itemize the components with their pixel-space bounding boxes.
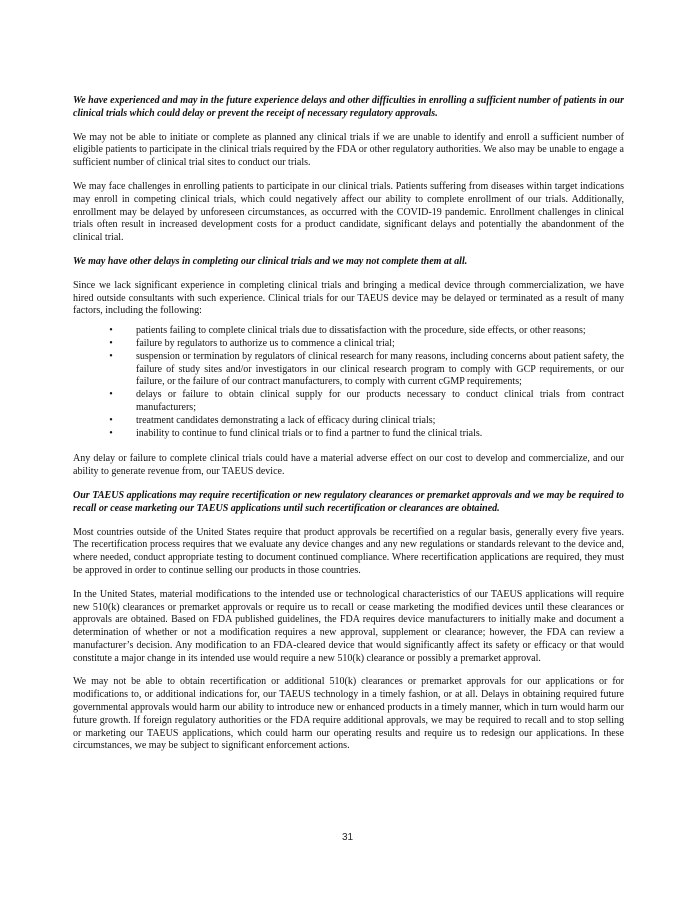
list-item bbox=[73, 428, 624, 441]
list-item bbox=[73, 415, 624, 428]
risk-factor-list bbox=[73, 325, 624, 440]
paragraph: We may not be able to obtain recertification or additional 510(k) clearances or premarket approvals for our applications or for modifications to, or additional indications for, our TAEUS technology in a timely fashion, or at all. Delays in obtaining required future governmental approvals would harm our ability to introduce new or enhanced products in a timely manner, which in turn would harm our future growth. If foreign regulatory authorities or the FDA require additional approvals, we may be required to recall and to stop selling or marketing our TAEUS applications, which could harm our operating results and require us to redesign our applications. In these circumstances, we may be subject to significant enforcement actions. bbox=[73, 676, 624, 752]
list-item-text: treatment candidates demonstrating a lack of efficacy during clinical trials; bbox=[136, 414, 436, 426]
list-item bbox=[73, 325, 624, 338]
bullet-icon: • bbox=[109, 414, 113, 426]
list-item-text: patients failing to complete clinical trials due to dissatisfaction with the procedure, side effects, or other reasons; bbox=[136, 325, 586, 337]
list-item bbox=[73, 338, 624, 351]
paragraph: We may face challenges in enrolling patients to participate in our clinical trials. Patients suffering from diseases within target indications may enroll in competing clinical trials, which could negatively affect our ability to complete enrollment of our trials. Additionally, enrollment may be delayed by unforeseen circumstances, as occurred with the COVID-19 pandemic. Enrollment challenges in clinical trials often result in increased development costs for a product candidate, significant delays and potentially the abandonment of the clinical trial. bbox=[73, 180, 624, 244]
document-page bbox=[73, 95, 624, 764]
section-heading-enrollment-delays: We have experienced and may in the future experience delays and other difficulties in enrolling a sufficient number of patients in our clinical trials which could delay or prevent the receipt of necessary regulatory approvals. bbox=[73, 95, 624, 119]
bullet-icon: • bbox=[109, 325, 113, 337]
page-number: 31 bbox=[341, 832, 354, 843]
paragraph: Most countries outside of the United States require that product approvals be recertified on a regular basis, generally every five years. The recertification process requires that we evaluate any device changes and any new regulations or standards relevant to the device and, where needed, conduct appropriate testing to document continued compliance. Where recertification applications are required, they must be approved in order to continue selling our products in those countries. bbox=[73, 526, 624, 576]
list-item-text: suspension or termination by regulators of clinical research for many reasons, including concerns about patient safety, the failure of study sites and/or investigators in our clinical research program to comply with GCP requirements, or our failure, or the failure of our contract manufacturers, to comply with current cGMP requirements; bbox=[136, 350, 624, 388]
paragraph: Any delay or failure to complete clinical trials could have a material adverse effect on our cost to develop and commercialize, and our ability to generate revenue from, our TAEUS device. bbox=[73, 453, 624, 478]
bullet-icon: • bbox=[109, 337, 113, 349]
bullet-icon: • bbox=[109, 427, 113, 439]
paragraph: Since we lack significant experience in completing clinical trials and bringing a medical device through commercialization, we have hired outside consultants with such experience. Clinical trials for our TAEUS device may be delayed or terminated as a result of many factors, including the following: bbox=[73, 279, 624, 317]
list-item-text: delays or failure to obtain clinical supply for our products necessary to conduct clinical trials from contract manufacturers; bbox=[136, 389, 624, 413]
list-item bbox=[73, 351, 624, 389]
paragraph: We may not be able to initiate or complete as planned any clinical trials if we are unable to identify and enroll a sufficient number of eligible patients to participate in the clinical trials required by the FDA or other regulatory authorities. We also may be unable to engage a sufficient number of clinical trial sites to conduct our trials. bbox=[73, 131, 624, 169]
paragraph: In the United States, material modifications to the intended use or technological characteristics of our TAEUS applications will require new 510(k) clearances or premarket approvals or require us to recall or cease marketing the modified devices until these clearances or approvals are obtained. Based on FDA published guidelines, the FDA requires device manufacturers to initially make and document a determination of whether or not a modification requires a new approval, supplement or clearance; however, the FDA can review a manufacturer’s decision. Any modification to an FDA-cleared device that would significantly affect its safety or efficacy or that would constitute a major change in its intended use would require a new 510(k) clearance or possibly a premarket approval. bbox=[73, 588, 624, 664]
list-item-text: inability to continue to fund clinical trials or to find a partner to fund the clinical trials. bbox=[136, 427, 483, 439]
list-item-text: failure by regulators to authorize us to commence a clinical trial; bbox=[136, 337, 395, 349]
bullet-icon: • bbox=[109, 389, 113, 401]
list-item bbox=[73, 389, 624, 415]
section-heading-trial-delays: We may have other delays in completing our clinical trials and we may not complete them at all. bbox=[73, 255, 468, 267]
section-heading-recertification: Our TAEUS applications may require recertification or new regulatory clearances or premarket approvals and we may be required to recall or cease marketing our TAEUS applications until such recertification or clearances are obtained. bbox=[73, 489, 624, 514]
bullet-icon: • bbox=[109, 350, 113, 362]
